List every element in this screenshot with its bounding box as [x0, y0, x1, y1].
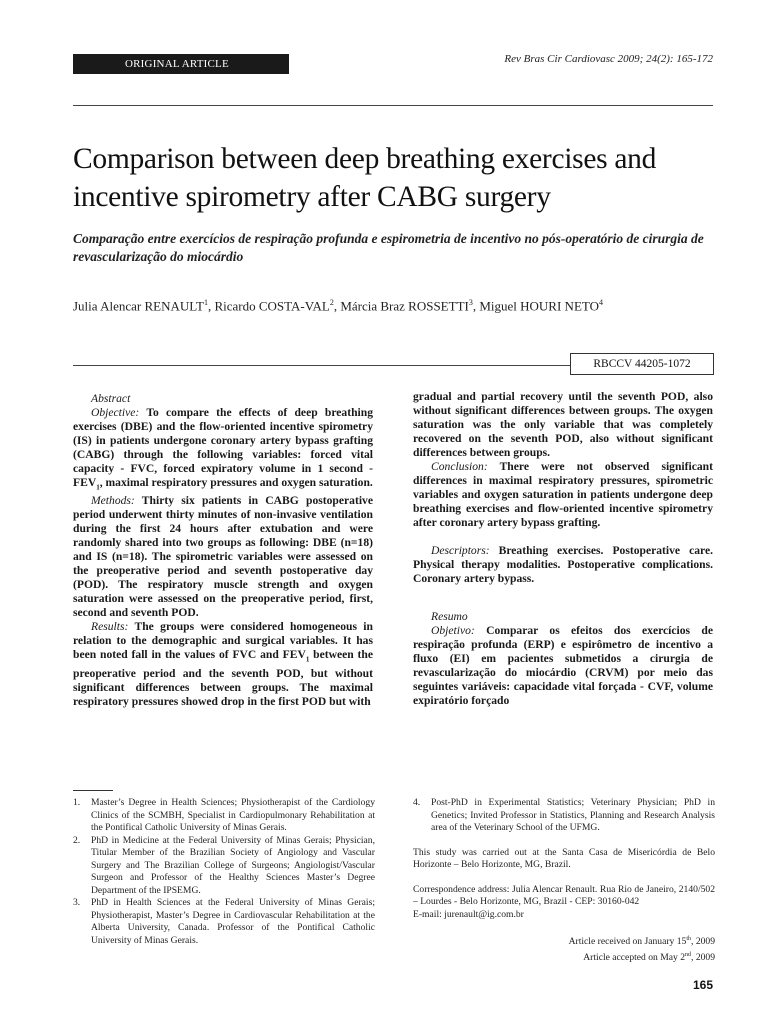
- footnote-text: PhD in Health Sciences at the Federal University of Minas Gerais; Physiotherapist, Master’s Degree in Cardiovascular Rehabilitation at the Alberta University, Canada. Professor of the Pontifical Catholic University of Minas Gerais.: [91, 897, 375, 946]
- descriptors-label: Descriptors:: [431, 544, 490, 557]
- abstract-right-column: [413, 390, 713, 708]
- footnote: [73, 897, 375, 947]
- rbccv-code-box: RBCCV 44205-1072: [570, 353, 714, 375]
- correspondence-address: Correspondence address: Julia Alencar Renault. Rua Rio de Janeiro, 2140/502 – Lourdes - Belo Horizonte, MG, Brazil - CEP: 30160-042: [413, 883, 715, 907]
- author-affiliation-mark: 1: [203, 298, 208, 307]
- author-name: Ricardo COSTA-VAL: [214, 298, 330, 314]
- methods-text: Thirty six patients in CABG postoperative period underwent thirty minutes of non-invasive ventilation during the first 24 hours after extubation and were randomly shared into two groups as following: DBE (n=18) and IS (n=18). The spirometric variables were assessed on the preoperative period and seventh postoperative day (POD). The respiratory muscle strength and oxygen saturation were assessed on the preoperative period, first, second and seventh POD.: [73, 494, 373, 620]
- footnote-text: Master’s Degree in Health Sciences; Physiotherapist of the Cardiology Clinics of the SCMBH, Specialist in Cardiopulmonary Rehabilitation at the Pontifical Catholic University of Minas Gerais.: [91, 797, 375, 833]
- correspondence-email: E-mail: jurenault@ig.com.br: [413, 908, 524, 920]
- footnote-number: 4.: [413, 797, 421, 808]
- footnotes-right: [413, 797, 715, 964]
- author-list: Julia Alencar RENAULT$^1$, Ricardo COSTA-VAL$^2$, Márcia Braz ROSSETTI$^3$, Miguel HOURI NETO$^4$: [73, 298, 603, 314]
- conclusion-label: Conclusion:: [431, 460, 488, 473]
- article-type-badge: ORIGINAL ARTICLE: [73, 54, 289, 74]
- section-rule: [73, 365, 570, 366]
- objective-text: To compare the effects of deep breathing exercises (DBE) and the flow-oriented incentive spirometry (IS) in patients undergone coronary artery bypass grafting (CABG) through the following variables: forced vital capacity - FVC, forced expiratory volume in 1 second - FEV: [73, 406, 373, 489]
- descriptors-text: Breathing exercises. Postoperative care. Physical therapy modalities. Postoperative complications. Coronary artery bypass.: [413, 544, 713, 585]
- objective-label: Objective:: [91, 406, 140, 419]
- abstract-left-column: [73, 392, 373, 709]
- footnote: [413, 797, 715, 835]
- author-affiliation-mark: 2: [329, 298, 334, 307]
- abstract-methods: [73, 494, 373, 620]
- abstract-heading: Abstract: [91, 392, 131, 405]
- objective-subscript: 1: [96, 483, 100, 492]
- article-subtitle: Comparação entre exercícios de respiração profunda e espirometria de incentivo no pós-operatório de cirurgia de revascularização do miocárdio: [73, 231, 704, 264]
- results-label: Results:: [91, 620, 129, 634]
- footnote-number: 1.: [73, 797, 81, 808]
- abstract-descriptors: [413, 544, 713, 586]
- article-dates: [413, 933, 715, 964]
- page-number: 165: [692, 978, 713, 992]
- footnote-rule: [73, 790, 113, 791]
- abstract-conclusion: [413, 460, 713, 530]
- author-affiliation-mark: 3: [468, 298, 473, 307]
- author-name: Julia Alencar RENAULT: [73, 298, 204, 314]
- footnote-number: 2.: [73, 834, 81, 846]
- author-affiliation-mark: 4: [598, 298, 603, 307]
- abstract-results: [73, 620, 373, 708]
- methods-label: Methods:: [91, 494, 135, 508]
- footnote-text: Post-PhD in Experimental Statistics; Veterinary Physician; PhD in Genetics; Invited Professor in Statistics, Planning and Research Analysis area of the Veterinary School of the UFMG.: [431, 797, 715, 833]
- author-name: Miguel HOURI NETO: [479, 298, 599, 314]
- abstract-objective: [73, 406, 373, 494]
- abstract-results-continued: gradual and partial recovery until the seventh POD, also without significant differences between groups. The oxygen saturation was the only variable that was completely recovered on the seventh POD, also without significant differences between groups.: [413, 390, 713, 459]
- footnote-text: PhD in Medicine at the Federal University of Minas Gerais; Physician, Titular Member of the Brazilian Society of Angiology and Vascular Surgery and The Brazilian College of Surgeons; Angiologist/Vascular Surgeon and Professor of the Healthy Sciences Master’s Degree Department of the IPSEMG.: [91, 834, 375, 896]
- objective-text-end: , maximal respiratory pressures and oxygen saturation.: [99, 476, 373, 489]
- study-location-note: This study was carried out at the Santa Casa de Misericórdia de Belo Horizonte – Belo Horizonte, MG, Brazil.: [413, 846, 715, 870]
- conclusion-text: There were not observed significant differences in maximal respiratory pressures, spirometric variables and oxygen saturation in patients undergone deep breathing exercises and flow-oriented incentive spirometry after coronary artery bypass grafting.: [413, 460, 713, 529]
- accepted-date: Article accepted on May 2nd, 2009: [583, 951, 715, 963]
- resumo-objetivo: [413, 624, 713, 708]
- article-title: Comparison between deep breathing exercises and incentive spirometry after CABG surgery: [73, 143, 657, 213]
- journal-citation: Rev Bras Cir Cardiovasc 2009; 24(2): 165-172: [504, 53, 713, 65]
- objetivo-label: Objetivo:: [431, 624, 475, 637]
- author-name: Márcia Braz ROSSETTI: [340, 298, 469, 314]
- results-subscript: 1: [305, 655, 310, 664]
- resumo-heading: Resumo: [431, 610, 468, 623]
- footnote: [73, 835, 375, 898]
- footnote-number: 3.: [73, 897, 81, 908]
- objetivo-text: Comparar os efeitos dos exercícios de respiração profunda (ERP) e espirômetro de incentivo a fluxo (EI) em pacientes submetidos a cirurgia de revascularização do miocárdio (CRVM) por meio das seguintes variáveis: capacidade vital forçada - CVF, volume expiratório forçado: [413, 624, 713, 707]
- results-text-end: between the preoperative period and the seventh POD, but without significant differences between groups. The maximal respiratory pressures showed drop in the first POD but with: [73, 648, 373, 708]
- footnote: [73, 797, 375, 835]
- header-rule: [73, 105, 713, 106]
- footnotes-left: [73, 797, 375, 947]
- results-text: The groups were considered homogeneous in relation to the demographic and surgical variables. It has been noted fall in the values of FVC and FEV: [73, 620, 373, 662]
- received-date: Article received on January 15th, 2009: [568, 936, 715, 948]
